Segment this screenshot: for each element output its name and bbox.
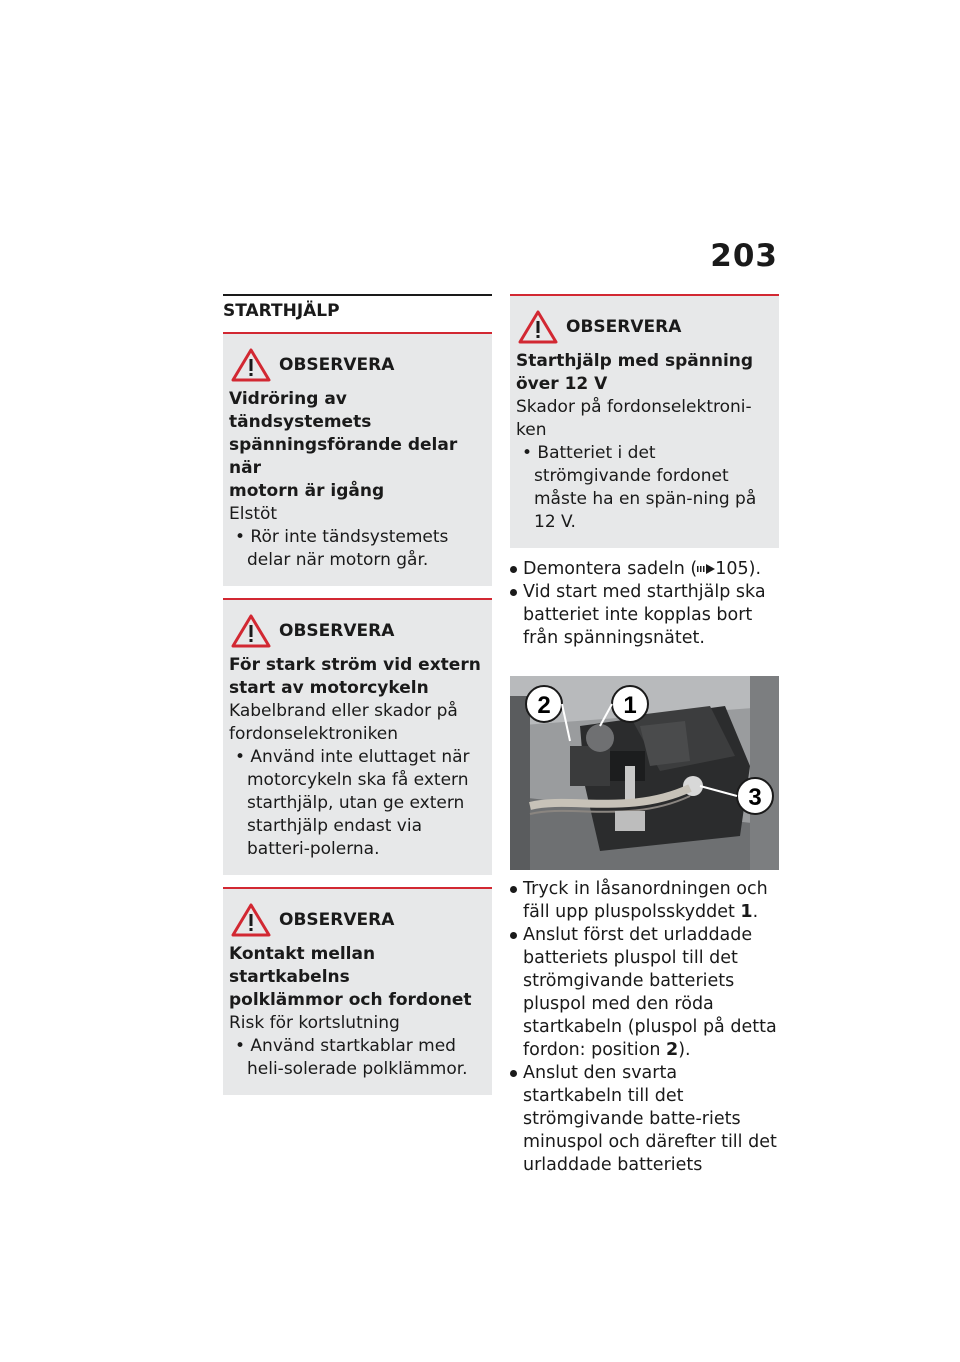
notice-title-line: Vidröring av tändsystemets bbox=[229, 389, 372, 432]
warning-triangle-icon bbox=[231, 614, 271, 648]
notice-consequence: fordonselektroniken bbox=[229, 724, 399, 744]
list-item bbox=[510, 878, 779, 924]
warning-triangle-icon bbox=[231, 348, 271, 382]
right-column bbox=[510, 294, 779, 1177]
warning-triangle-icon bbox=[518, 310, 558, 344]
notice-header bbox=[229, 903, 486, 937]
notice-box bbox=[223, 332, 492, 586]
notice-consequence: Risk för kortslutning bbox=[229, 1013, 400, 1033]
step-text: ). bbox=[678, 1040, 691, 1060]
notice-consequence: ken bbox=[516, 420, 547, 440]
notice-header bbox=[516, 310, 773, 344]
steps-list bbox=[510, 558, 779, 650]
notice-header bbox=[229, 614, 486, 648]
left-column bbox=[223, 294, 492, 1095]
section-title: STARTHJÄLP bbox=[223, 294, 492, 332]
notice-title-line: För stark ström vid extern bbox=[229, 655, 481, 675]
notice-title-line: motorn är igång bbox=[229, 481, 385, 501]
step-text: Tryck in låsanordningen och fäll upp pluspolsskyddet bbox=[523, 879, 768, 922]
notice-consequence: Elstöt bbox=[229, 504, 278, 524]
notice-box bbox=[223, 598, 492, 875]
step-text: . bbox=[752, 902, 759, 922]
notice-title-line: Kontakt mellan startkabelns bbox=[229, 944, 376, 987]
notice-title-line: spänningsförande delar när bbox=[229, 435, 458, 478]
notice-header bbox=[229, 348, 486, 382]
battery-photo bbox=[510, 676, 779, 870]
list-item bbox=[510, 1062, 779, 1177]
callout-2: 2 bbox=[537, 692, 551, 719]
position-number: 2 bbox=[666, 1040, 679, 1060]
warning-triangle-icon bbox=[231, 903, 271, 937]
notice-box bbox=[510, 294, 779, 548]
notice-label: OBSERVERA bbox=[566, 317, 682, 337]
list-item bbox=[510, 924, 779, 1062]
page-reference[interactable]: 105 bbox=[715, 559, 749, 579]
notice-instruction: • Använd inte eluttaget när motorcykeln ska få extern starthjälp, utan ge extern starthjälp endast via batteri-polerna. bbox=[235, 747, 470, 859]
page-reference-arrow-icon bbox=[697, 564, 715, 574]
notice-consequence: Kabelbrand eller skador på bbox=[229, 701, 458, 721]
notice-label: OBSERVERA bbox=[279, 910, 395, 930]
notice-label: OBSERVERA bbox=[279, 355, 395, 375]
notice-title-line: Starthjälp med spänning bbox=[516, 351, 754, 371]
list-item bbox=[510, 558, 779, 581]
step-text: Anslut först det urladdade batteriets pluspol till det strömgivande batteriets pluspol med den röda startkabeln (pluspol på detta fordon: position bbox=[523, 925, 777, 1060]
step-text: ). bbox=[748, 559, 762, 579]
position-number: 1 bbox=[740, 902, 753, 922]
page-number: 203 bbox=[710, 238, 778, 274]
steps-list bbox=[510, 878, 779, 1177]
callout-1: 1 bbox=[623, 692, 637, 719]
notice-instruction: • Använd startkablar med heli-solerade polklämmor. bbox=[235, 1036, 468, 1079]
notice-instruction: • Batteriet i det strömgivande fordonet måste ha en spän-ning på 12 V. bbox=[522, 443, 757, 532]
list-item: Vid start med starthjälp ska batteriet inte kopplas bort från spänningsnätet. bbox=[510, 581, 779, 650]
notice-instruction: • Rör inte tändsystemets delar när motorn går. bbox=[235, 527, 449, 570]
notice-title-line: över 12 V bbox=[516, 374, 608, 394]
notice-label: OBSERVERA bbox=[279, 621, 395, 641]
step-text: Anslut den svarta startkabeln till det strömgivande batte-riets minuspol och därefter till det urladdade batteriets bbox=[523, 1063, 777, 1175]
step-text: Demontera sadeln ( bbox=[523, 559, 698, 579]
battery-illustration bbox=[510, 676, 779, 870]
notice-title-line: start av motorcykeln bbox=[229, 678, 429, 698]
notice-consequence: Skador på fordonselektroni- bbox=[516, 397, 752, 417]
callout-3: 3 bbox=[748, 784, 762, 811]
notice-title-line: polklämmor och fordonet bbox=[229, 990, 472, 1010]
notice-box bbox=[223, 887, 492, 1095]
